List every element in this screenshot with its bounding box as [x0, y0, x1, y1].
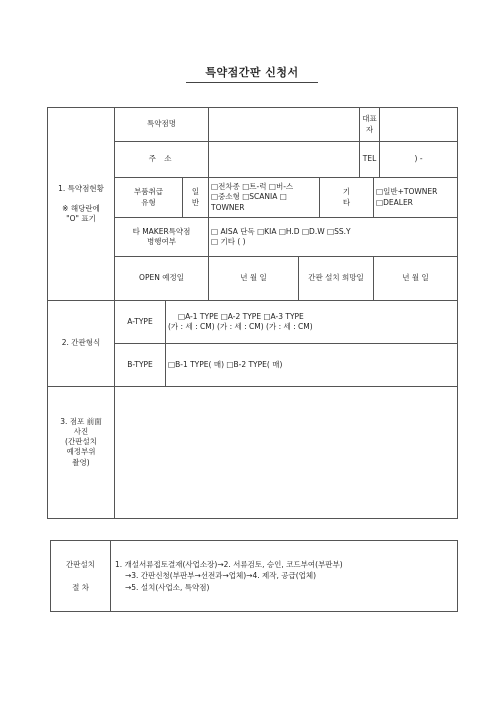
title-underline [186, 82, 318, 83]
parts-type-label: 부품취급 유형 [115, 178, 183, 218]
b-type-options[interactable]: □B-1 TYPE( 매) □B-2 TYPE( 매) [166, 344, 458, 387]
photo-section-label: 3. 점포 前面 사진 (간판설치 예정부위 촬영) [48, 387, 115, 519]
page-title: 특약점간판 신청서 [205, 66, 299, 79]
b-type-label: B-TYPE [115, 344, 166, 387]
procedure-steps: 1. 개설서류접토결재(사업소장)→2. 서류검토, 승인, 코드부여(부판부) →3. 간판신청(부판부→선전과→업체)→4. 제작, 공급(업체) →5. 설치(사업소, 특약점) [111, 541, 458, 612]
procedure-table [50, 540, 458, 612]
open-date-field[interactable]: 년 월 일 [209, 257, 299, 301]
sign-type-section-label: 2. 간판형식 [48, 301, 115, 387]
general-options[interactable]: □전차종 □트-럭 □버-스 □중소형 □SCANIA □ TOWNER [209, 178, 320, 218]
dealer-section-label: 1. 특약점현황 ※ 해당란에 "O" 표기 [48, 108, 115, 301]
install-date-label: 간판 설치 희망일 [299, 257, 374, 301]
a-type-options[interactable]: □A-1 TYPE □A-2 TYPE □A-3 TYPE (가 : 세 : CM) (가 : 세 : CM) (가 : 세 : CM) [166, 301, 458, 344]
tel-field[interactable]: ) - [380, 142, 458, 178]
general-label: 일 반 [183, 178, 209, 218]
dealer-name-label: 특약점명 [115, 108, 209, 142]
install-date-field[interactable]: 년 월 일 [374, 257, 458, 301]
address-label: 주 소 [115, 142, 209, 178]
photo-area[interactable] [115, 387, 458, 519]
other-maker-options[interactable]: □ AISA 단독 □KIA □H.D □D.W □SS.Y □ 기타 ( ) [209, 218, 458, 257]
other-label: 기 타 [320, 178, 374, 218]
representative-label: 대표자 [360, 108, 380, 142]
tel-label: TEL [360, 142, 380, 178]
a-type-label: A-TYPE [115, 301, 166, 344]
application-form-table [47, 107, 458, 519]
representative-field[interactable] [380, 108, 458, 142]
other-maker-label: 타 MAKER특약점 병행여부 [115, 218, 209, 257]
procedure-label: 간판설치 절 차 [51, 541, 111, 612]
open-date-label: OPEN 예정일 [115, 257, 209, 301]
address-field[interactable] [209, 142, 360, 178]
dealer-name-field[interactable] [209, 108, 360, 142]
other-options[interactable]: □일반+TOWNER □DEALER [374, 178, 458, 218]
